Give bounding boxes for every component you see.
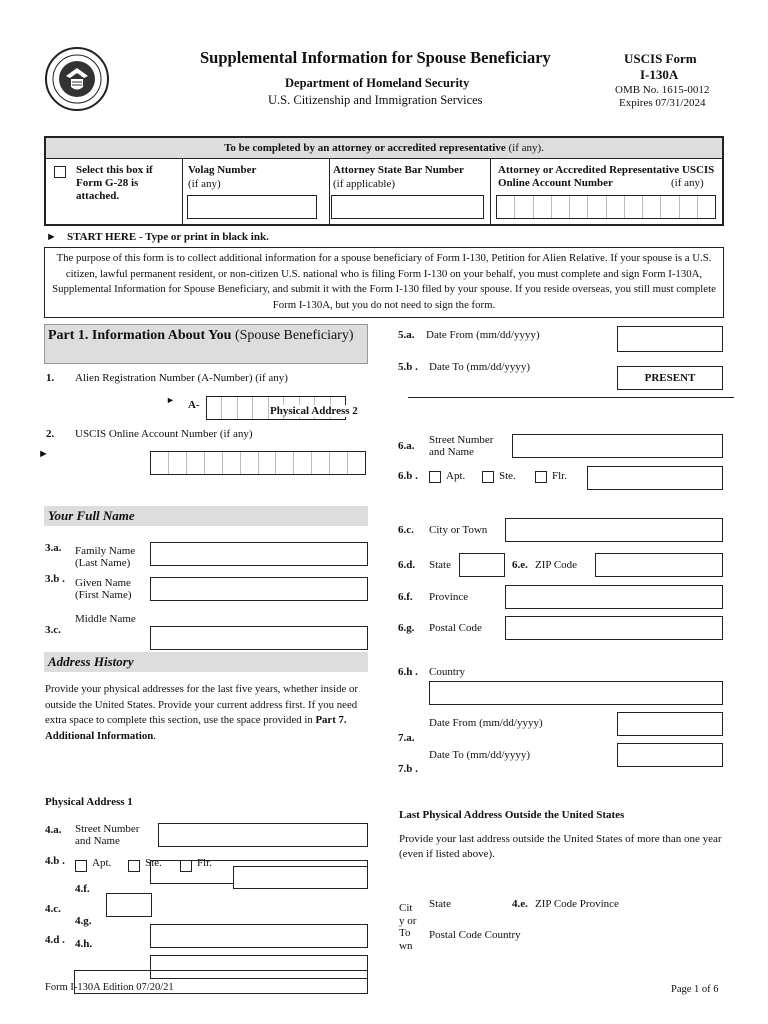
online-account-sub: (if any) [671,177,704,189]
q6d-number: 6.d. [398,559,416,571]
date-from-label-5a: Date From (mm/dd/yyyy) [426,329,540,341]
unit-number-input-6b[interactable] [587,466,723,490]
street-label-4a: Street Number and Name [75,823,140,847]
date-from-input-5a[interactable] [617,326,723,352]
date-to-label-7b: Date To (mm/dd/yyyy) [429,749,531,761]
bar-number-label: Attorney State Bar Number [333,164,464,176]
rep-online-account-input[interactable] [496,195,716,219]
address-history-heading: Address History [44,652,368,672]
flr-checkbox-6b[interactable] [535,471,547,483]
flr-label-4b: Flr. [197,857,212,869]
volag-label: Volag Number [188,164,257,176]
q4c-number: 4.c. [45,903,61,915]
g28-label: Select this box if Form G-28 is attached. [76,164,153,202]
street-input-4a[interactable] [158,823,368,847]
state-input-6d[interactable] [459,553,505,577]
representative-title-suffix: (if any). [508,142,544,154]
street-input-6a[interactable] [512,434,723,458]
uscis-online-account-input[interactable] [150,451,366,475]
q7b-number: 7.b . [398,763,418,775]
apt-checkbox-6b[interactable] [429,471,441,483]
q5a-number: 5.a. [398,329,415,341]
physical-address-1-heading: Physical Address 1 [45,796,133,808]
apt-label-6b: Apt. [446,470,466,482]
q4a-number: 4.a. [45,824,62,836]
q6b-number: 6.b . [398,470,418,482]
date-to-label-5b: Date To (mm/dd/yyyy) [429,361,531,373]
dhs-seal [44,46,110,112]
family-name-label: Family Name (Last Name) [75,545,136,569]
q4d-number: 4.d . [45,934,65,946]
intro-box [44,247,724,318]
form-id-line2: I-130A [640,67,679,82]
state-label-6d: State [429,559,451,571]
volag-number-input[interactable] [187,195,317,219]
q4b-number: 4.b . [45,855,65,867]
start-arrow: ► [46,231,57,243]
q6e-number: 6.e. [512,559,528,571]
full-name-heading: Your Full Name [44,506,368,526]
given-name-input[interactable] [150,577,368,601]
start-here-label: START HERE - Type or print in black ink. [67,231,269,243]
q4g-number: 4.g. [75,915,92,927]
zip-input-6e[interactable] [595,553,723,577]
date-from-input-7a[interactable] [617,712,723,736]
g28-checkbox[interactable] [54,166,66,178]
q6a-number: 6.a. [398,440,415,452]
part1-title: Part 1. Information About You [48,328,232,343]
physical-address-2-heading: Physical Address 2 [270,405,358,417]
footer-page-number: Page 1 of 6 [671,984,719,995]
q7a-number: 7.a. [398,732,415,744]
date-from-label-7a: Date From (mm/dd/yyyy) [429,717,543,729]
form-title: Supplemental Information for Spouse Beneficiary [200,48,551,67]
apt-label-4b: Apt. [92,857,112,869]
last-address-text: Provide your last address outside the United States of more than one year (even if listed above). [399,833,722,860]
q6g-number: 6.g. [398,622,415,634]
middle-name-label: Middle Name [75,613,136,625]
flr-label-6b: Flr. [552,470,567,482]
street-label-6a: Street Number and Name [429,434,494,458]
given-name-label: Given Name (First Name) [75,577,132,601]
ste-label-6b: Ste. [499,470,516,482]
apt-checkbox-4b[interactable] [75,860,87,872]
a-number-prefix: A- [188,399,200,411]
ste-label-4b: Ste. [145,857,162,869]
agency-name: U.S. Citizenship and Immigration Services [268,93,483,107]
section-divider [408,397,734,398]
last-address-heading: Last Physical Address Outside the United States [399,809,625,821]
present-field[interactable] [617,366,723,390]
q1-label: Alien Registration Number (A-Number) (if any) [75,372,288,384]
representative-box-header [46,138,722,159]
q4h-number: 4.h. [75,938,93,950]
q4f-number: 4.f. [75,883,90,895]
footer-edition: Form I-130A Edition 07/20/21 [45,982,174,993]
middle-name-input[interactable] [150,626,368,650]
part1-title-rest: (Spouse Beneficiary) [234,328,354,343]
omb-number: OMB No. 1615-0012 [615,84,710,96]
q5b-number: 5.b . [398,361,418,373]
family-name-input[interactable] [150,542,368,566]
bar-number-input[interactable] [331,195,484,219]
zip-province-label-outside: ZIP Code Province [535,898,619,910]
zip-label-6e: ZIP Code [535,559,578,571]
intro-text: The purpose of this form is to collect additional information for a spouse beneficiary of Form I-130, Petition for Alien Relative. If your spouse is a U.S. citizen, lawful permanent resident, or non-citizen U.S. national who is filing Form I-130 on your behalf, you must complete and sign Form I-130A, Supplemental Information for Spouse Beneficiary, and submit it with the Form I-130 filed by your spouse. If you reside overseas, you still must complete Form I-130A, but you do not need to sign the form. [52,252,716,311]
q6f-number: 6.f. [398,591,413,603]
q1-number: 1. [46,372,55,384]
q3c-number: 3.c. [45,624,61,636]
a-arrow-icon: ► [166,395,175,405]
online-account-label: Attorney or Accredited Representative USCIS Online Account Number [498,164,715,189]
volag-sub: (if any) [188,178,221,190]
country-label-6h: Country [429,666,466,678]
unit-number-input-4b-inner[interactable] [233,866,368,889]
province-input-6f[interactable] [505,585,723,609]
q2-arrow-icon: ► [38,448,49,460]
country-input-6h[interactable] [429,681,723,705]
department-name: Department of Homeland Security [285,76,470,90]
state-input-4d[interactable] [150,924,368,948]
q3b-number: 3.b . [45,573,65,585]
date-to-input-7b[interactable] [617,743,723,767]
q6h-number: 6.h . [398,666,418,678]
present-value: PRESENT [644,372,696,384]
province-label-6f: Province [429,591,469,603]
q3a-number: 3.a. [45,542,62,554]
postal-input-6g[interactable] [505,616,723,640]
zip-number-outside: 4.e. [512,898,528,910]
q2-number: 2. [46,428,55,440]
ste-checkbox-6b[interactable] [482,471,494,483]
state-label-outside: State [429,898,451,910]
city-input-6c[interactable] [505,518,723,542]
city-label-6c: City or Town [429,524,488,536]
address-history-text: Provide your physical addresses for the last five years, whether inside or outside the United States. Provide your current address first. If you need extra space to complete this section, use the space provided in Part 7. Additional Information. [45,683,359,742]
postal-label-6g: Postal Code [429,622,482,634]
q2-label: USCIS Online Account Number (if any) [75,428,253,440]
bar-number-sub: (if applicable) [333,178,395,190]
ste-checkbox-4b[interactable] [128,860,140,872]
form-id-line1: USCIS Form [624,51,697,66]
expiration-date: Expires 07/31/2024 [619,97,706,109]
city-input-4c[interactable] [106,893,152,917]
part1-header [44,324,368,364]
q6c-number: 6.c. [398,524,414,536]
city-vertical-label: Cit y or To wn [399,902,417,952]
postal-country-label-outside: Postal Code Country [429,929,521,941]
representative-title: To be completed by an attorney or accredited representative [224,142,506,154]
